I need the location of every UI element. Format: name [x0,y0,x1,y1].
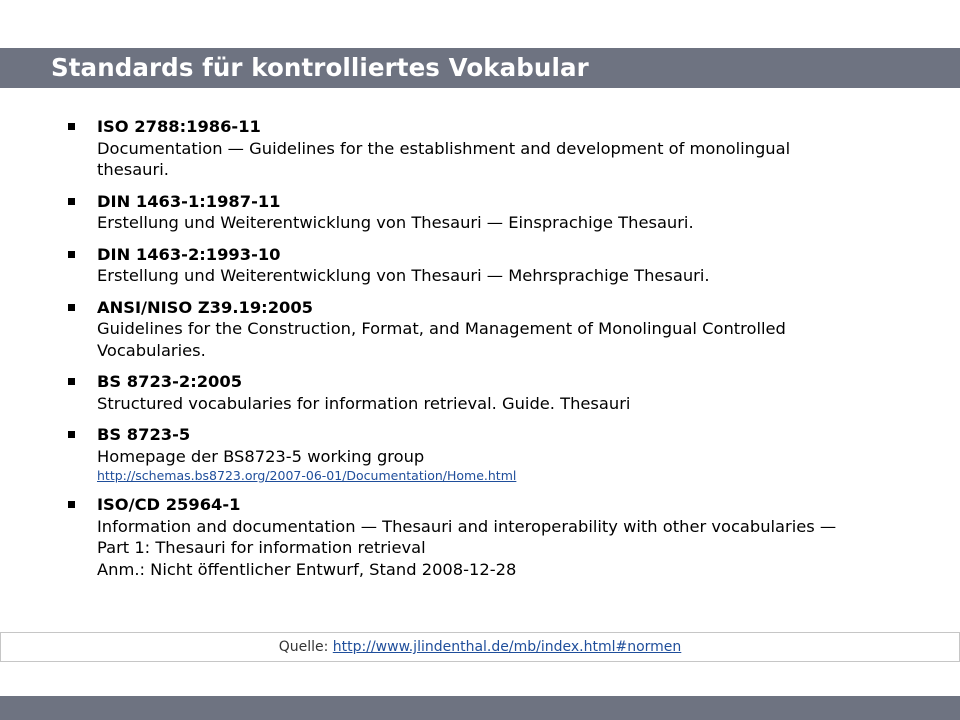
square-bullet-icon [68,123,75,130]
standard-description: Homepage der BS8723-5 working group [97,446,425,466]
square-bullet-icon [68,431,75,438]
list-item [0,371,960,414]
slide-title: Standards für kontrolliertes Vokabular [51,53,589,82]
standard-description: Structured vocabularies for information retrieval. Guide. Thesauri [97,393,631,413]
standard-code: ANSI/NISO Z39.19:2005 [97,297,314,317]
list-item [0,297,960,362]
standards-list [0,116,960,590]
standard-code: DIN 1463-2:1993-10 [97,244,281,264]
list-item [0,424,960,484]
standard-note: Anm.: Nicht öffentlicher Entwurf, Stand 2008-12-28 [97,559,517,579]
standard-description: Documentation — Guidelines for the establishment and development of monolingual thesauri. [97,138,791,179]
list-item [0,116,960,181]
source-label: Quelle: [278,639,329,655]
square-bullet-icon [68,501,75,508]
square-bullet-icon [68,304,75,311]
standard-code: BS 8723-2:2005 [97,372,243,391]
title-bar [0,48,960,88]
standard-code: ISO 2788:1986-11 [97,117,261,136]
standard-code: DIN 1463-1:1987-11 [97,191,281,211]
square-bullet-icon [68,251,75,258]
bs8723-homepage-link[interactable]: http://schemas.bs8723.org/2007-06-01/Documentation/Home.html [97,468,517,483]
list-item [0,494,960,580]
footer-bar [0,696,960,720]
standard-code: ISO/CD 25964-1 [97,495,241,514]
standard-description: Erstellung und Weiterentwicklung von Thesauri — Einsprachige Thesauri. [97,213,694,232]
source-box [0,632,960,662]
standard-description: Erstellung und Weiterentwicklung von Thesauri — Mehrsprachige Thesauri. [97,266,710,285]
standard-code: BS 8723-5 [97,425,191,444]
standard-description: Guidelines for the Construction, Format, and Management of Monolingual Controlled Vocabularies. [97,319,786,360]
standard-description: Information and documentation — Thesauri and interoperability with other vocabularies — Part 1: Thesauri for information retrieval [97,516,837,557]
source-link[interactable]: http://www.jlindenthal.de/mb/index.html#normen [332,639,682,655]
square-bullet-icon [68,198,75,205]
list-item [0,244,960,287]
square-bullet-icon [68,378,75,385]
list-item [0,191,960,234]
